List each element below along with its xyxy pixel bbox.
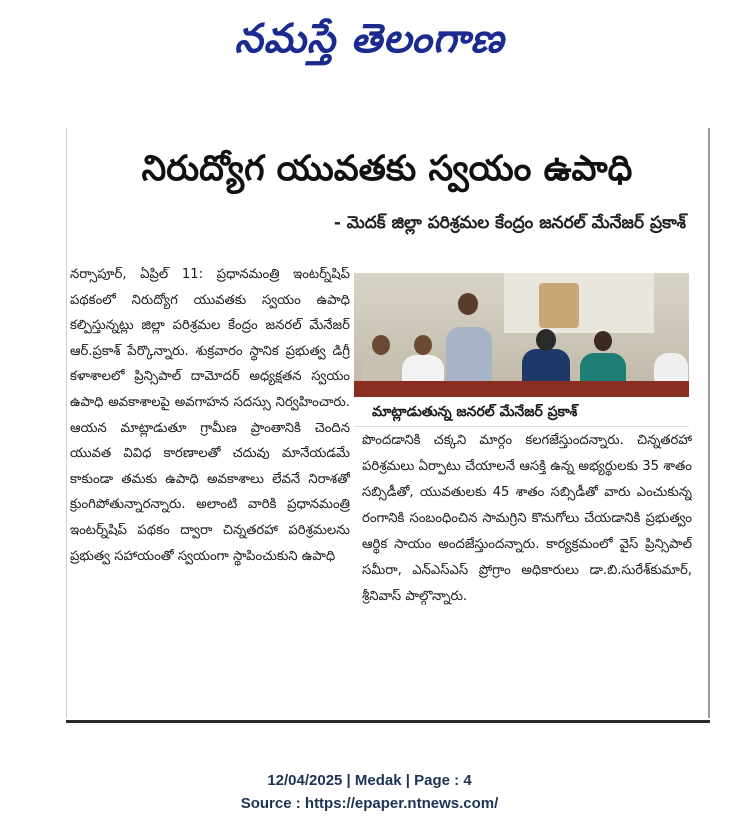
photo-table (354, 381, 689, 397)
photo-speaker-head (458, 293, 478, 315)
photo-person-1-head (372, 335, 390, 355)
column-rule-right (708, 128, 710, 718)
photo-person-3-head (536, 329, 556, 351)
article-body-left-column: నర్సాపూర్, ఏప్రిల్ 11: ప్రధానమంత్రి ఇంటర్న్‌షిప్ పథకంలో నిరుద్యోగ యువతకు స్వయం ఉపాధి కల్పిస్తున్నట్లు జిల్లా పరిశ్రమల కేంద్రం జనరల్ మేనేజర్ ఆర్.ప్రకాశ్ పేర్కొన్నారు. శుక్రవారం స్థానిక ప్రభుత్వ డిగ్రీ కళాశాలలో ప్రిన్సిపాల్ దామోదర్ అధ్యక్షతన స్వయం ఉపాధి అవకాశాలపై అవగాహన సదస్సు నిర్వహించారు. ఆయన మాట్లాడుతూ గ్రామీణ ప్రాంతానికి చెందిన యువత వివిధ కారణాలతో చదువు మానేయడమే కాకుండా తమకు ఉపాధి అవకాశాలు లేవనే నిరాశతో క్రుంగిపోతున్నారన్నారు. అలాంటి వారికి ప్రధానమంత్రి ఇంటర్న్‌షిప్ పథకం ద్వారా చిన్నతరహా పరిశ్రమలను ప్రభుత్వ సహాయంతో స్వయంగా స్థాపించుకుని ఉపాధి (70, 267, 350, 564)
source-link[interactable]: Source : https://epaper.ntnews.com/ (240, 795, 499, 812)
photo-portrait-frame (539, 283, 579, 328)
photo-wall-board (504, 273, 654, 333)
article-subhead: - మెదక్ జిల్లా పరిశ్రమల కేంద్రం జనరల్ మేనేజర్ ప్రకాశ్ (333, 213, 686, 233)
newspaper-masthead: నమస్తే తెలంగాణ (234, 15, 505, 62)
article-body-right-column: పొందడానికి చక్కని మార్గం కలగజేస్తుందన్నారు. చిన్నతరహా పరిశ్రమలు ఏర్పాటు చేయాలనే ఆసక్తి ఉన్న అభ్యర్థులకు 35 శాతం సబ్సిడీతో, యువతులకు 45 శాతం సబ్సిడీతో వారు ఎంచుకున్న రంగానికి సంబంధించిన సామగ్రిని కొనుగోలు చేయడానికి ప్రభుత్వం ఆర్థిక సాయం అందజేస్తుందన్నారు. కార్యక్రమంలో వైస్ ప్రిన్సిపాల్ సమీరా, ఎన్ఎస్ఎస్ ప్రోగ్రాం అధికారులు డా.బి.సురేశ్‌కుమార్, శ్రీనివాస్ పాల్గొన్నారు. (362, 433, 692, 604)
photo-person-2-head (414, 335, 432, 355)
photo-caption: మాట్లాడుతున్న జనరల్ మేనేజర్ ప్రకాశ్ (354, 397, 689, 427)
photo-person-4-head (594, 331, 612, 351)
article-headline: నిరుద్యోగ యువతకు స్వయం ఉపాధి (141, 149, 633, 189)
article-separator-rule (66, 720, 710, 723)
edition-info: 12/04/2025 | Medak | Page : 4 (267, 772, 472, 789)
next-article-headline-cropped (70, 732, 710, 752)
article-photo (354, 273, 689, 397)
